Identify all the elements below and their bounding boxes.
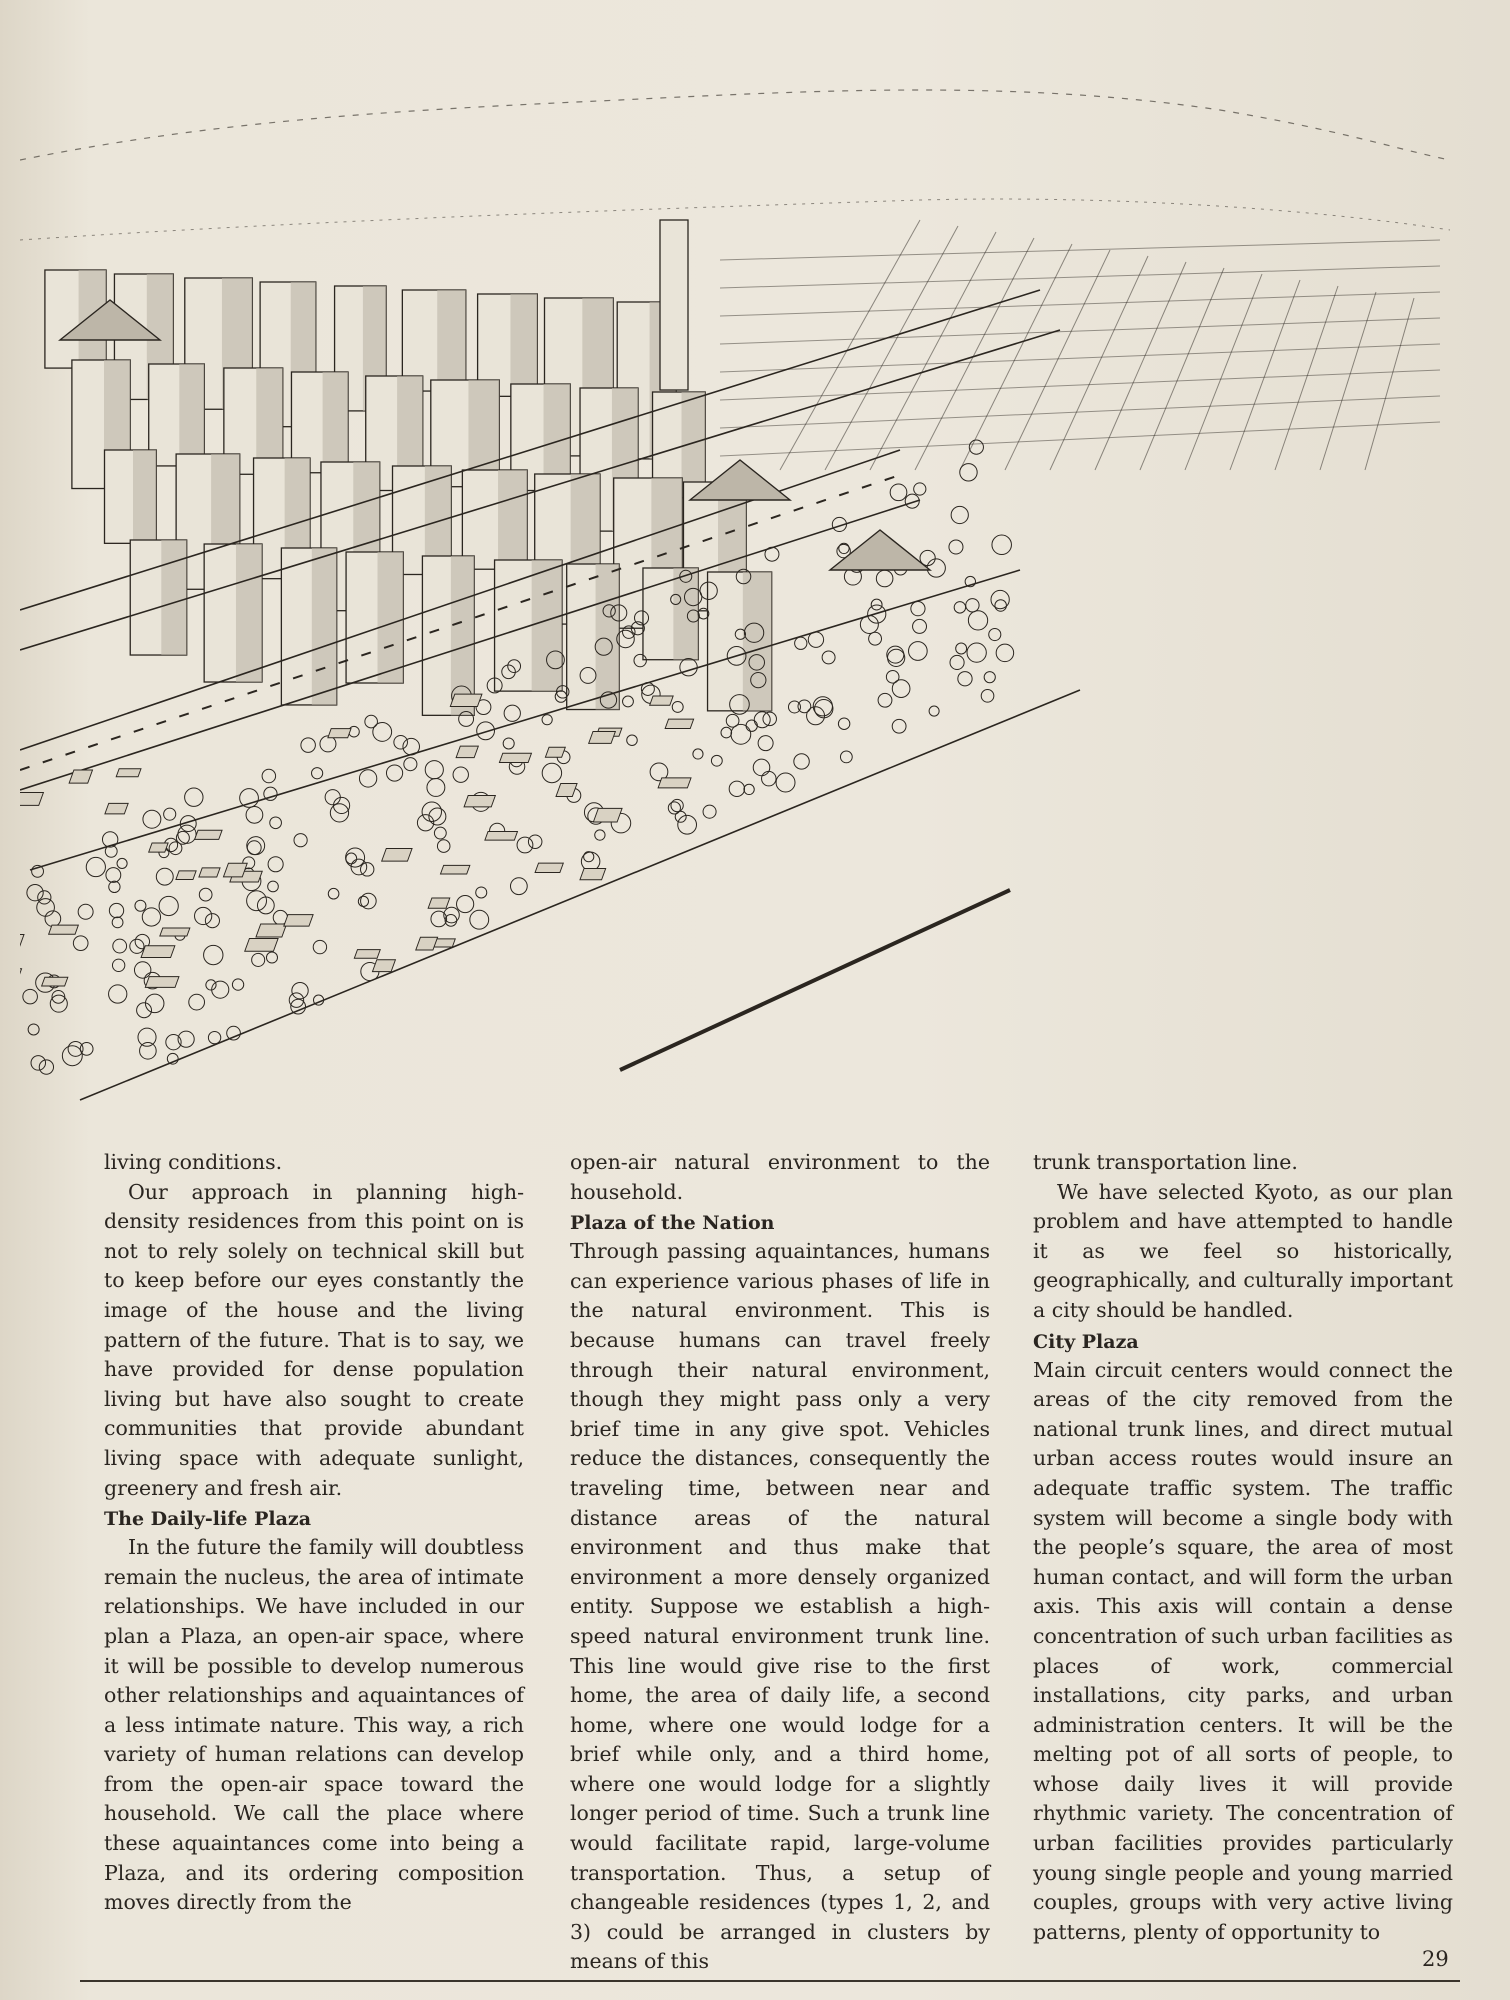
paragraph: In the future the family will doubtless remain the nucleus, the area of intimate relationships. We have included in our plan a Plaza, an open-air space, where it will be possible to develop numerous other relationships and aquaintances of a less intimate nature. This way, a rich variety of human relations can develop from the open-air space toward the household. We call the place where these aquaintances come into being a Plaza, and its ordering composition moves directly from the: [104, 1535, 524, 1915]
paragraph: Our approach in planning high-density residences from this point on is not to rely solely on technical skill but to keep before our eyes constantly the image of the house and the living pattern of the future. That is to say, we have provided for dense population living but have also sought to create communities that provide abundant living space with adequate sunlight, greenery and fresh air.: [104, 1179, 524, 1500]
section-heading: City Plaza: [1033, 1330, 1139, 1353]
text-column-3: [1033, 1148, 1453, 1947]
text-column-2: [570, 1148, 990, 1977]
aerial-city-sketch: [20, 50, 1450, 1110]
footer-rule: [80, 1980, 1460, 1982]
paragraph: Main circuit centers would connect the areas of the city removed from the national trunk lines, and direct mutual urban access routes would insure an adequate traffic system. The traffic system will become a single body with the people’s square, the area of most human contact, and will form the urban axis. This axis will contain a dense concentration of such urban facilities as places of work, commercial installations, city parks, and urban administration centers. It will be the melting pot of all sorts of people, to whose daily lives it will provide rhythmic variety. The concentration of urban facilities provides particularly young single people and young married couples, groups with very active living patterns, plenty of opportunity to: [1033, 1357, 1453, 1944]
section-heading: The Daily-life Plaza: [104, 1508, 312, 1531]
paragraph: living conditions.: [104, 1150, 283, 1174]
text-column-1: [104, 1148, 524, 1918]
page-number: 29: [1422, 1947, 1449, 1971]
paragraph: open-air natural environment to the household.: [570, 1150, 990, 1204]
paragraph: trunk transportation line.: [1033, 1150, 1298, 1174]
city-plan-illustration: [20, 50, 1450, 1110]
paragraph: We have selected Kyoto, as our plan problem and have attempted to handle it as we feel so historically, geographically, and culturally important a city should be handled.: [1033, 1179, 1453, 1322]
section-heading: Plaza of the Nation: [570, 1212, 775, 1235]
paragraph: Through passing aquaintances, humans can experience various phases of life in the natural environment. This is because humans can travel freely through their natural environment, though they might pass only a very brief time in any give spot. Vehicles reduce the distances, consequently the traveling time, between near and distance areas of the natural environment and thus make that environment a more densely organized entity. Suppose we establish a high-speed natural environment trunk line. This line would give rise to the first home, the area of daily life, a second home, where one would lodge for a brief while only, and a third home, where one would lodge for a slightly longer period of time. Such a trunk line would facilitate rapid, large-volume transportation. Thus, a setup of changeable residences (types 1, 2, and 3) could be arranged in clusters by means of this: [570, 1239, 990, 1974]
